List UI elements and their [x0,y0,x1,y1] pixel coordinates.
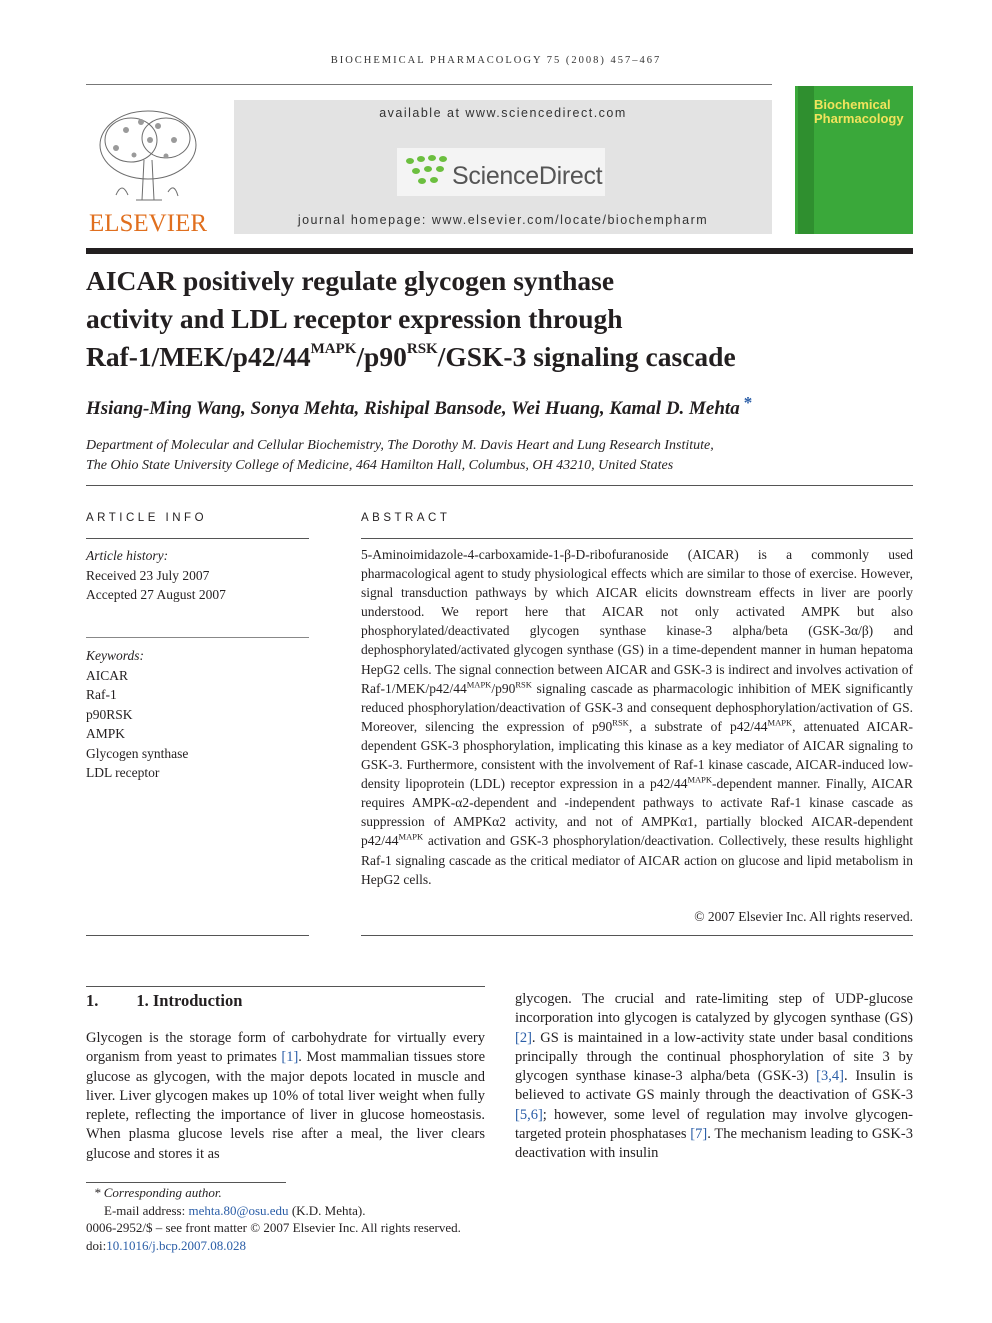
article-history: Article history: Received 23 July 2007 Accepted 27 August 2007 [86,546,226,605]
keyword-item: AMPK [86,726,126,741]
keyword-item: p90RSK [86,706,133,722]
keyword-item: AICAR [86,667,129,683]
citation-link[interactable]: [3,4] [816,1068,844,1085]
keyword-item: Raf-1 [86,687,117,702]
footnote-rule [86,1182,286,1183]
intro-column-right [515,990,913,1164]
corresponding-author-marker[interactable]: * [743,393,753,412]
journal-cover-strip [798,86,814,234]
citation-link[interactable]: [2] [515,1029,532,1046]
intro-column-left [86,1029,485,1164]
email-link[interactable]: mehta.80@osu.edu [188,1202,289,1218]
body-text: Glycogen is the storage form of carbohydrate for virtually every organism from yeast to primates [86,1030,485,1066]
header-rule [86,84,772,85]
abstract-text: 5-Aminoimidazole-4-carboxamide-1-β-D-ribofuranoside (AICAR) is a commonly used pharmacological agent to study physiological effects which are similar to those of exercise. However, signal transduction pathways by which AICAR elicits downstream effects in liver are poorly understood. We report here that AICAR not only activated AMPK but also phosphorylated/deactivated glycogen synthase kinase-3 alpha/beta (GSK-3α/β) and dephosphorylated/activated glycogen synthase (GS) in a time-dependent manner in human hepatoma HepG2 cells. The signal connection between AICAR and GSK-3 is indirect and involves activation of Raf-$1/MEK/p42/44^{MAPK}/p90^{RSK}$ signaling cascade as pharmacologic inhibition of MEK significantly reduced phosphorylation/deactivation of GSK-3 and consequent dephosphorylation/activation of GS. Moreover, silencing the expression of $p90^{RSK}$, a substrate of $p42/44^{MAPK}$, attenuated AICAR-dependent GSK-3 phosphorylation, implicating this kinase as a key mediator of AICAR signaling to GSK-3. Furthermore, consistent with the involvement of Raf-1 kinase cascade, AICAR-induced low-density lipoprotein (LDL) receptor expression in a $p42/44^{MAPK}$-dependent manner. Finally, AICAR requires AMPK-α2-dependent and -independent pathways to activate Raf-1 kinase cascade as suppression of AMPKα2 activity, and not of AMPKα1, partially blocked AICAR-dependent $p42/44^{MAPK}$ activation and GSK-3 phosphorylation/deactivation. Collectively, these results highlight Raf-1 signaling cascade as the critical mediator of AICAR action on glucose and lipid metabolism in HepG2 cells. [361,547,913,887]
body-text: . Most mammalian tissues store glucose as glycogen, with the major depots located in muscle and liver. Liver glycogen makes up 10% of total liver weight when fully replete, reflecting the importance of liver in glucose homeostasis. When plasma glucose levels rise after a meal, the liver clears glucose and stores it as [86,1049,486,1162]
article-info-bottom-rule [86,935,309,936]
abstract-bottom-rule [361,935,913,936]
article-title [86,262,886,376]
received-date: Received 23 July 2007 [86,567,210,583]
elsevier-logo-text: ELSEVIER [88,210,208,237]
body-text: glycogen. The crucial and rate-limiting step of UDP-glucose incorporation into glycogen is catalyzed by glycogen synthase (GS) [515,991,913,1027]
available-at-link[interactable]: available at www.sciencedirect.com [379,106,627,120]
citation-link[interactable]: [5,6] [515,1106,543,1123]
issn-line: 0006-2952/$ – see front matter © 2007 Elsevier Inc. All rights reserved. [86,1220,461,1235]
intro-heading: 1. 1. Introduction [86,991,243,1010]
title-line-1: AICAR positively regulate glycogen synthase [86,265,615,296]
intro-rule [86,986,485,987]
running-head: BIOCHEMICAL PHARMACOLOGY 75 (2008) 457–467 [330,55,662,66]
corresponding-author-note: * Corresponding author. [94,1185,222,1200]
keyword-list [86,666,188,783]
abstract-rule [361,538,913,539]
title-line-2: activity and LDL receptor expression through [86,303,623,334]
author-list: Hsiang-Ming Wang, Sonya Mehta, Rishipal Bansode, Wei Huang, Kamal D. Mehta * [86,393,753,419]
keyword-item: Glycogen synthase [86,745,189,761]
article-info-heading: ARTICLE INFO [86,512,208,524]
affiliation-rule [86,485,913,486]
abstract-heading: ABSTRACT [361,512,451,524]
keywords-block: Keywords: AICAR Raf-1 p90RSK AMPK Glycogen synthase LDL receptor [86,646,188,783]
sciencedirect-dots-icon [402,153,450,191]
accepted-date: Accepted 27 August 2007 [86,587,226,602]
sciencedirect-logo-text: ScienceDirect [452,162,603,190]
citation-link[interactable]: [7] [690,1126,708,1143]
title-line-3: Raf-$1/MEK/p42/44^{MAPK}/p90^{RSK}/GSK-3$ signaling cascade [86,340,736,372]
body-text: . GS is maintained in a low-activity state under basal conditions principally through the continual phosphorylation of site 3 by glycogen synthase kinase-3 alpha/beta (GSK-3) [515,1029,913,1085]
journal-cover-title: Biochemical Pharmacology [814,97,904,126]
body-text: . The mechanism leading to GSK-3 deactivation with insulin [515,1126,913,1162]
abstract-copyright: © 2007 Elsevier Inc. All rights reserved. [694,909,913,924]
keyword-item: LDL receptor [86,765,160,780]
doi-link[interactable]: 10.1016/j.bcp.2007.08.028 [106,1237,246,1253]
journal-homepage-link[interactable]: journal homepage: www.elsevier.com/locate/biochempharm [297,213,709,227]
body-text: ; however, some level of regulation may involve glycogen-targeted protein phosphatases [515,1106,913,1143]
affiliation: Department of Molecular and Cellular Biochemistry, The Dorothy M. Davis Heart and Lung Research Institute, The Ohio State University College of Medicine, 464 Hamilton Hall, Columbus, OH 43210, United States [86,438,714,473]
article-info-rule [86,538,309,539]
header-thick-rule [86,248,913,254]
body-text: . Insulin is believed to activate GS mainly through the deactivation of GSK-3 [515,1068,913,1104]
citation-link[interactable]: [1] [281,1049,299,1066]
keywords-rule [86,637,309,638]
footnotes: * Corresponding author. E-mail address: mehta.80@osu.edu (K.D. Mehta). 0006-2952/$ – see front matter © 2007 Elsevier Inc. All rights reserved. doi:10.1016/j.bcp.2007.08.028 [86,1185,461,1253]
